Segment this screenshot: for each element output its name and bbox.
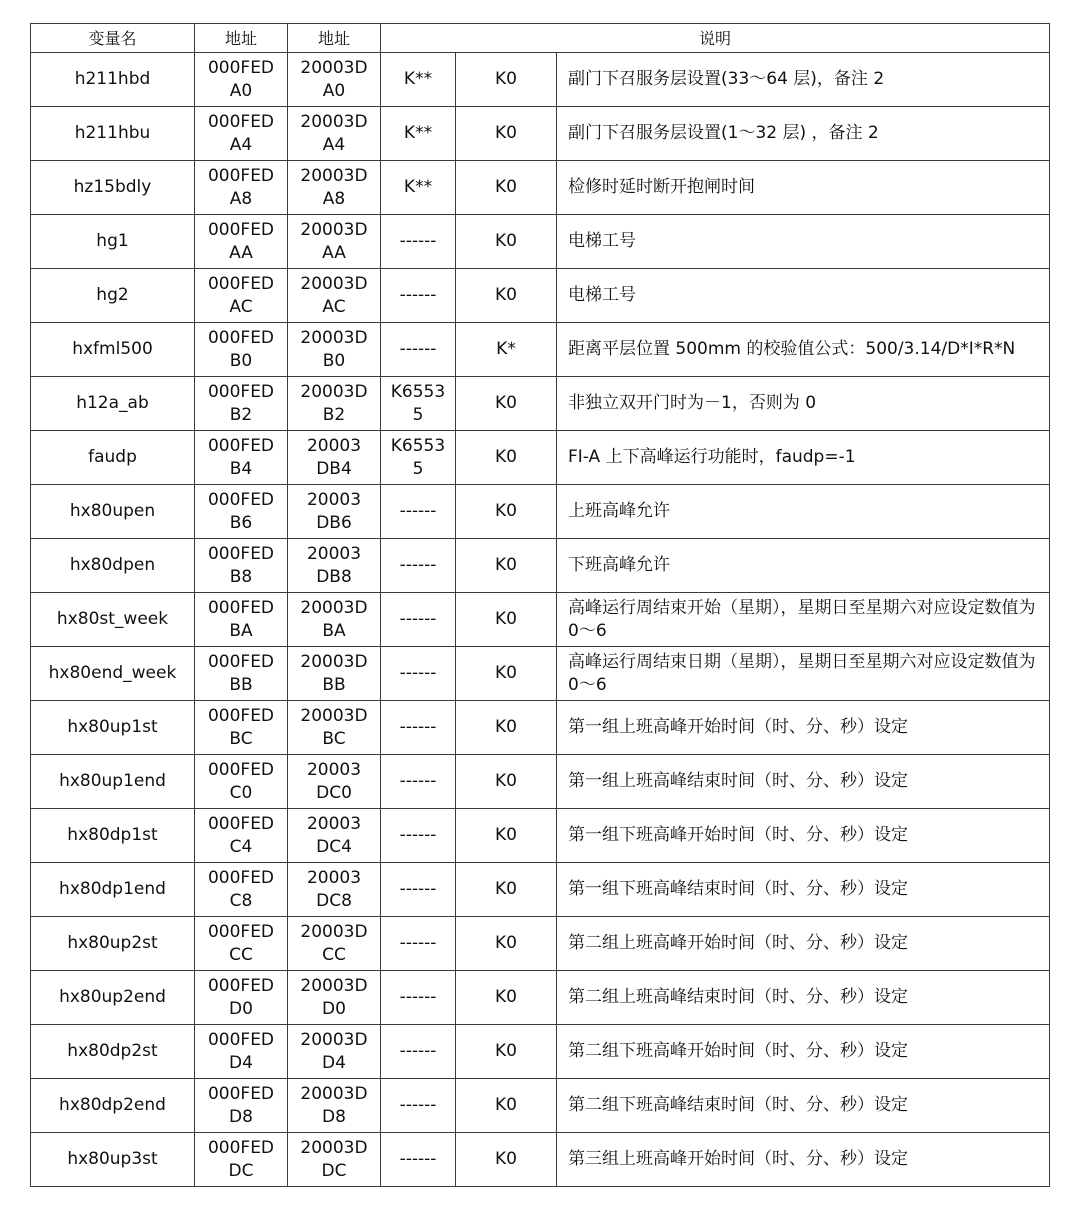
cell-line: B0 [229,350,253,371]
table-row [31,269,1050,323]
variable-name-cell: h211hbu [31,107,195,161]
cell-line: D4 [229,1052,253,1073]
cell-line: 20003D [300,273,368,294]
address-1-cell [195,1133,288,1187]
table-row [31,971,1050,1025]
range-cell [381,377,456,431]
variable-name-cell: hg2 [31,269,195,323]
default-cell: K0 [456,161,557,215]
address-2-cell [288,1079,381,1133]
default-cell: K0 [456,539,557,593]
cell-line: 20003D [300,327,368,348]
cell-line: 000FED [207,705,275,726]
table-row [31,809,1050,863]
default-cell: K0 [456,53,557,107]
address-2-cell [288,755,381,809]
table-row [31,1079,1050,1133]
table-header-row [31,24,1050,53]
address-1-cell [195,971,288,1025]
variable-name-cell: hg1 [31,215,195,269]
cell-line: 20003D [300,1137,368,1158]
cell-line: BA [229,620,253,641]
address-2-cell [288,53,381,107]
default-cell: K0 [456,647,557,701]
cell-line: BB [322,674,346,695]
cell-line: D8 [229,1106,253,1127]
cell-line: ------ [399,339,437,359]
cell-line: BB [229,674,253,695]
cell-line: 20003D [300,111,368,132]
address-1-cell [195,377,288,431]
cell-line: AA [229,242,253,263]
cell-line: D0 [229,998,253,1019]
default-cell: K0 [456,1025,557,1079]
variable-name-cell: hx80dp2st [31,1025,195,1079]
cell-line: ------ [399,879,437,899]
range-cell [381,431,456,485]
default-cell: K0 [456,863,557,917]
header-address-1: 地址 [195,24,288,53]
cell-line: 000FED [207,867,275,888]
cell-line: AA [322,242,346,263]
cell-line: K** [403,123,433,143]
cell-line: 000FED [207,57,275,78]
cell-line: 000FED [207,813,275,834]
cell-line: CC [229,944,253,965]
cell-line: DB6 [316,512,352,533]
table-row [31,1133,1050,1187]
cell-line: 000FED [207,381,275,402]
cell-line: 000FED [207,921,275,942]
description-cell: 非独立双开门时为－1，否则为 0 [557,377,1050,431]
cell-line: 000FED [207,489,275,510]
address-2-cell [288,917,381,971]
range-cell [381,647,456,701]
description-cell: 第三组上班高峰开始时间（时、分、秒）设定 [557,1133,1050,1187]
default-cell: K0 [456,215,557,269]
header-address-2: 地址 [288,24,381,53]
cell-line: 20003D [300,1083,368,1104]
table-row [31,917,1050,971]
range-cell [381,809,456,863]
cell-line: ------ [399,771,437,791]
range-cell [381,485,456,539]
cell-line: AC [322,296,346,317]
range-cell [381,269,456,323]
variable-name-cell: hx80up1end [31,755,195,809]
address-2-cell [288,323,381,377]
variable-name-cell: hx80up1st [31,701,195,755]
cell-line: 20003D [300,651,368,672]
variable-name-cell: hx80dpen [31,539,195,593]
cell-line: CC [322,944,346,965]
cell-line: BA [322,620,346,641]
address-1-cell [195,107,288,161]
variable-name-cell: h12a_ab [31,377,195,431]
description-cell: 电梯工号 [557,215,1050,269]
cell-line: 5 [412,458,424,479]
cell-line: ------ [399,663,437,683]
description-cell: 高峰运行周结束开始（星期），星期日至星期六对应设定数值为 0～6 [557,593,1050,647]
range-cell [381,971,456,1025]
variable-name-cell: hz15bdly [31,161,195,215]
cell-line: 000FED [207,651,275,672]
cell-line: C0 [229,782,253,803]
address-1-cell [195,269,288,323]
cell-line: B8 [229,566,253,587]
cell-line: DB4 [316,458,352,479]
cell-line: AC [229,296,253,317]
variable-name-cell: hxfml500 [31,323,195,377]
cell-line: 20003 [306,435,362,456]
range-cell [381,701,456,755]
cell-line: DC8 [316,890,352,911]
address-2-cell [288,1133,381,1187]
description-cell: 下班高峰允许 [557,539,1050,593]
header-description: 说明 [381,24,1050,53]
variable-name-cell: hx80dp1end [31,863,195,917]
cell-line: 20003D [300,921,368,942]
cell-line: C4 [229,836,253,857]
address-2-cell [288,215,381,269]
address-2-cell [288,863,381,917]
address-2-cell [288,539,381,593]
cell-line: 000FED [207,111,275,132]
range-cell [381,539,456,593]
table-row [31,323,1050,377]
cell-line: 20003 [306,489,362,510]
description-cell: 第二组上班高峰开始时间（时、分、秒）设定 [557,917,1050,971]
address-1-cell [195,161,288,215]
address-1-cell [195,215,288,269]
cell-line: DC [228,1160,254,1181]
address-1-cell [195,323,288,377]
default-cell: K0 [456,917,557,971]
cell-line: ------ [399,987,437,1007]
description-cell: 第一组下班高峰结束时间（时、分、秒）设定 [557,863,1050,917]
cell-line: 000FED [207,597,275,618]
cell-line: 20003D [300,165,368,186]
default-cell: K0 [456,971,557,1025]
description-cell: 第一组下班高峰开始时间（时、分、秒）设定 [557,809,1050,863]
table-row [31,431,1050,485]
address-1-cell [195,755,288,809]
cell-line: 20003D [300,597,368,618]
variable-name-cell: hx80end_week [31,647,195,701]
cell-line: 20003D [300,57,368,78]
table-row [31,161,1050,215]
cell-line: 000FED [207,1137,275,1158]
cell-line: BC [229,728,253,749]
default-cell: K0 [456,593,557,647]
cell-line: A4 [322,134,346,155]
table-row [31,485,1050,539]
cell-line: DC [321,1160,347,1181]
cell-line: A8 [322,188,346,209]
range-cell [381,1133,456,1187]
range-cell [381,161,456,215]
default-cell: K0 [456,1133,557,1187]
address-1-cell [195,917,288,971]
description-cell: 副门下召服务层设置(1～32 层) ，备注 2 [557,107,1050,161]
default-cell: K0 [456,377,557,431]
header-variable-name: 变量名 [31,24,195,53]
description-cell: 第一组上班高峰开始时间（时、分、秒）设定 [557,701,1050,755]
table-row [31,593,1050,647]
cell-line: ------ [399,933,437,953]
range-cell [381,215,456,269]
cell-line: 20003 [306,813,362,834]
cell-line: K** [403,69,433,89]
variable-name-cell: hx80dp1st [31,809,195,863]
address-2-cell [288,431,381,485]
cell-line: A0 [229,80,253,101]
address-1-cell [195,1079,288,1133]
address-2-cell [288,971,381,1025]
description-cell: 副门下召服务层设置(33～64 层)，备注 2 [557,53,1050,107]
cell-line: 000FED [207,1083,275,1104]
variable-name-cell: faudp [31,431,195,485]
address-2-cell [288,377,381,431]
address-2-cell [288,809,381,863]
default-cell: K0 [456,269,557,323]
cell-line: DC4 [316,836,352,857]
cell-line: B6 [229,512,253,533]
cell-line: DB8 [316,566,352,587]
cell-line: ------ [399,717,437,737]
cell-line: B4 [229,458,253,479]
description-cell: 高峰运行周结束日期（星期），星期日至星期六对应设定数值为 0～6 [557,647,1050,701]
range-cell [381,107,456,161]
cell-line: K6553 [390,381,446,402]
address-1-cell [195,431,288,485]
cell-line: 5 [412,404,424,425]
cell-line: 000FED [207,435,275,456]
cell-line: K** [403,177,433,197]
variable-name-cell: h211hbd [31,53,195,107]
table-row [31,215,1050,269]
default-cell: K0 [456,701,557,755]
cell-line: ------ [399,825,437,845]
address-1-cell [195,593,288,647]
range-cell [381,863,456,917]
address-1-cell [195,863,288,917]
default-cell: K0 [456,485,557,539]
cell-line: A4 [229,134,253,155]
cell-line: B2 [322,404,346,425]
table-row [31,53,1050,107]
description-cell: 第一组上班高峰结束时间（时、分、秒）设定 [557,755,1050,809]
cell-line: 000FED [207,759,275,780]
table-row [31,539,1050,593]
table-row [31,377,1050,431]
default-cell: K* [456,323,557,377]
cell-line: 000FED [207,975,275,996]
cell-line: B0 [322,350,346,371]
table-row [31,1025,1050,1079]
description-cell: 第二组下班高峰结束时间（时、分、秒）设定 [557,1079,1050,1133]
cell-line: ------ [399,285,437,305]
table-row [31,701,1050,755]
variable-table [30,23,1050,1187]
variable-name-cell: hx80dp2end [31,1079,195,1133]
address-1-cell [195,701,288,755]
cell-line: 000FED [207,165,275,186]
cell-line: ------ [399,501,437,521]
address-1-cell [195,1025,288,1079]
description-cell: FI-A 上下高峰运行功能时，faudp=-1 [557,431,1050,485]
description-cell: 第二组上班高峰结束时间（时、分、秒）设定 [557,971,1050,1025]
default-cell: K0 [456,809,557,863]
address-2-cell [288,701,381,755]
address-1-cell [195,485,288,539]
cell-line: C8 [229,890,253,911]
address-2-cell [288,485,381,539]
range-cell [381,53,456,107]
default-cell: K0 [456,107,557,161]
address-2-cell [288,647,381,701]
cell-line: K6553 [390,435,446,456]
table-row [31,647,1050,701]
range-cell [381,755,456,809]
address-2-cell [288,269,381,323]
address-2-cell [288,1025,381,1079]
cell-line: B2 [229,404,253,425]
address-1-cell [195,647,288,701]
cell-line: ------ [399,1095,437,1115]
cell-line: 20003D [300,705,368,726]
description-cell: 电梯工号 [557,269,1050,323]
description-cell: 上班高峰允许 [557,485,1050,539]
cell-line: 20003D [300,381,368,402]
variable-name-cell: hx80up2st [31,917,195,971]
range-cell [381,1079,456,1133]
address-1-cell [195,809,288,863]
description-cell: 距离平层位置 500mm 的校验值公式：500/3.14/D*I*R*N [557,323,1050,377]
cell-line: 20003 [306,867,362,888]
cell-line: ------ [399,231,437,251]
default-cell: K0 [456,1079,557,1133]
variable-name-cell: hx80upen [31,485,195,539]
cell-line: ------ [399,1149,437,1169]
cell-line: 20003D [300,975,368,996]
range-cell [381,1025,456,1079]
variable-name-cell: hx80st_week [31,593,195,647]
range-cell [381,323,456,377]
default-cell: K0 [456,755,557,809]
cell-line: 20003 [306,759,362,780]
cell-line: BC [322,728,346,749]
cell-line: 000FED [207,273,275,294]
variable-name-cell: hx80up2end [31,971,195,1025]
address-2-cell [288,593,381,647]
cell-line: 000FED [207,543,275,564]
default-cell: K0 [456,431,557,485]
cell-line: ------ [399,1041,437,1061]
description-cell: 第二组下班高峰开始时间（时、分、秒）设定 [557,1025,1050,1079]
cell-line: 20003D [300,1029,368,1050]
cell-line: DC0 [316,782,352,803]
table-row [31,755,1050,809]
cell-line: A0 [322,80,346,101]
address-2-cell [288,107,381,161]
address-1-cell [195,53,288,107]
cell-line: 20003D [300,219,368,240]
address-1-cell [195,539,288,593]
cell-line: ------ [399,609,437,629]
description-cell: 检修时延时断开抱闸时间 [557,161,1050,215]
cell-line: D4 [322,1052,346,1073]
cell-line: 000FED [207,1029,275,1050]
cell-line: D8 [322,1106,346,1127]
cell-line: ------ [399,555,437,575]
table-row [31,107,1050,161]
cell-line: A8 [229,188,253,209]
cell-line: 000FED [207,219,275,240]
range-cell [381,593,456,647]
cell-line: 20003 [306,543,362,564]
range-cell [381,917,456,971]
cell-line: 000FED [207,327,275,348]
cell-line: D0 [322,998,346,1019]
table-row [31,863,1050,917]
variable-name-cell: hx80up3st [31,1133,195,1187]
address-2-cell [288,161,381,215]
